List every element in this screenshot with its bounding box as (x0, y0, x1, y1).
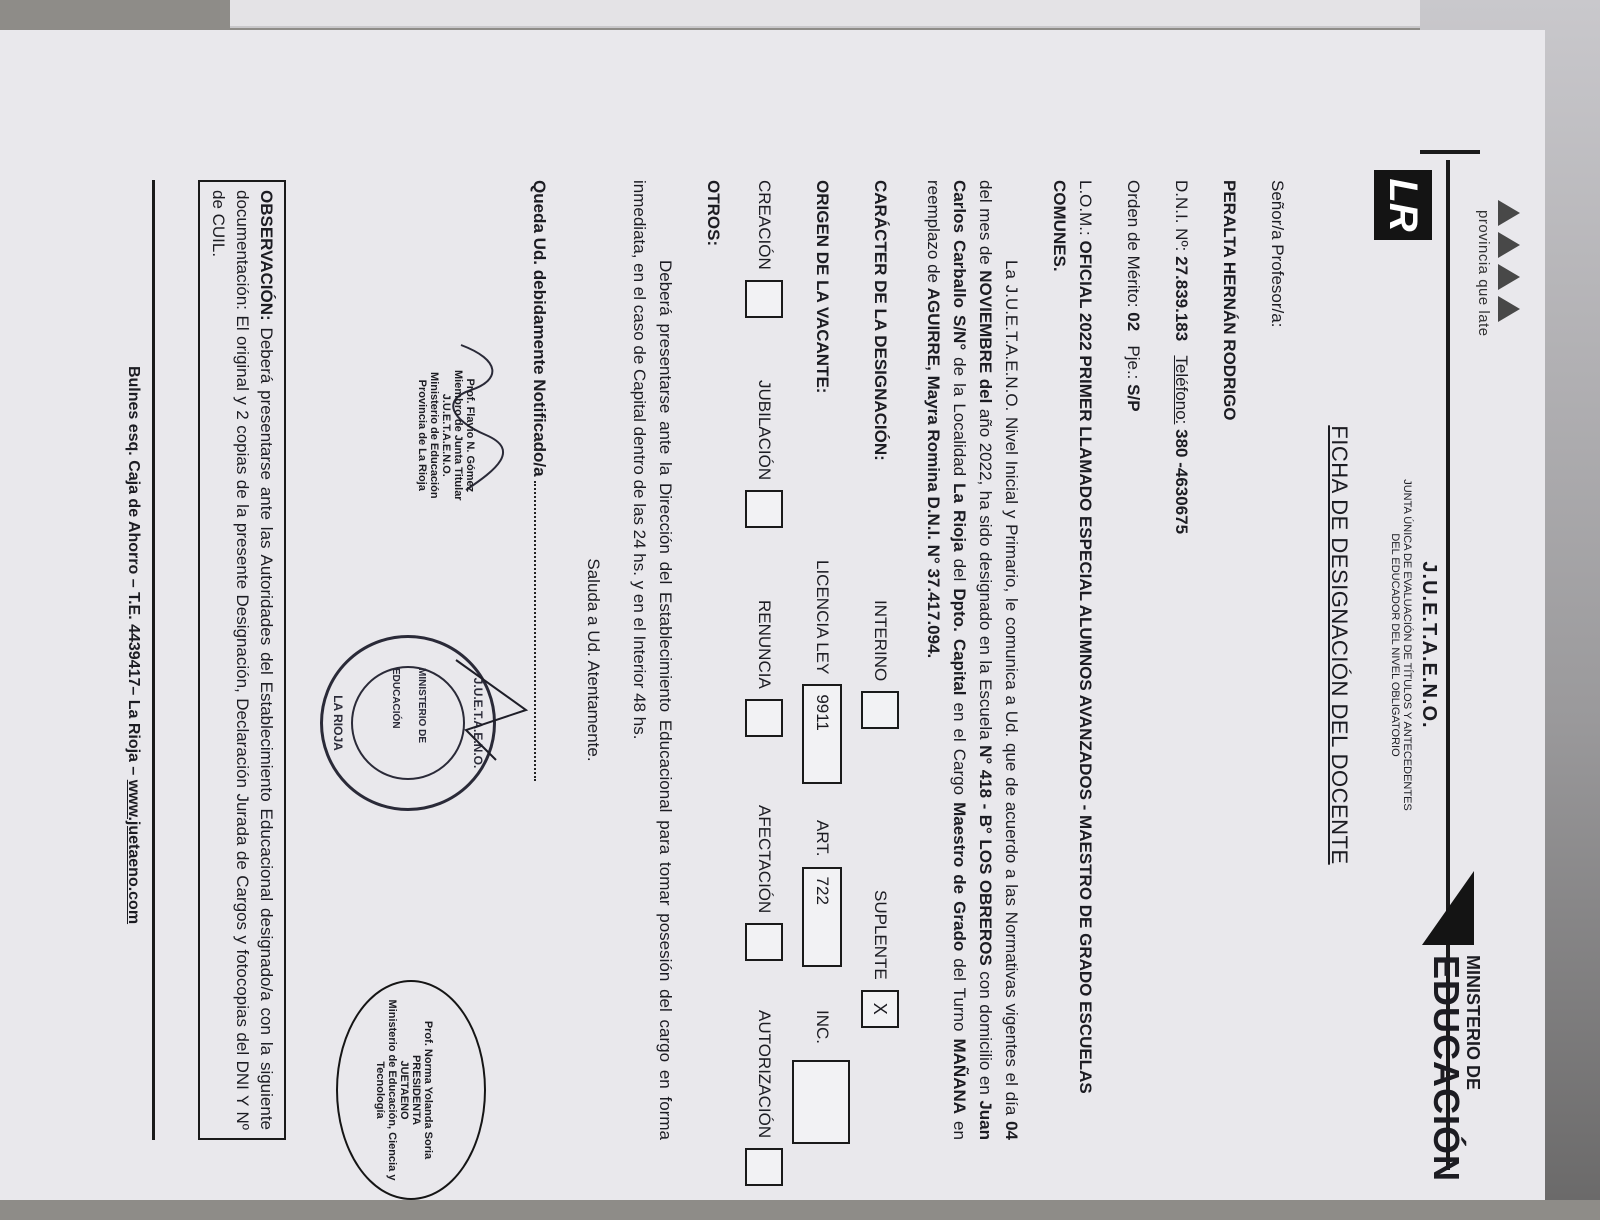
sig-left-role: J.U.E.T.A.E.N.O. (440, 393, 452, 477)
licencia-label: LICENCIA LEY (813, 560, 832, 675)
dni-row (1168, 180, 1194, 1140)
observation-label: OBSERVACIÓN: (257, 190, 276, 321)
autorizacion-label: AUTORIZACIÓN (755, 1010, 774, 1139)
art-field (802, 820, 842, 967)
autorizacion-checkbox[interactable] (745, 1148, 783, 1186)
sig-right-role: PRESIDENTA (410, 1054, 422, 1126)
art-label: ART. (813, 820, 832, 857)
renuncia-checkbox[interactable] (745, 699, 783, 737)
creacion-checkbox[interactable] (745, 280, 783, 318)
footer-divider (152, 180, 155, 1140)
inc-label: INC. (813, 1010, 832, 1044)
dni-value: 27.839.183 (1172, 256, 1191, 342)
otros-label: OTROS: (704, 180, 723, 247)
licencia-field (802, 560, 842, 784)
pje-label: Pje.: (1124, 345, 1143, 380)
creacion-label: CREACIÓN (755, 180, 774, 270)
para-text: año 2022, ha sido designado en la Escuela (976, 403, 995, 746)
para-text: en el Cargo (950, 695, 969, 803)
renuncia-option (745, 600, 783, 737)
afectacion-option (745, 805, 783, 961)
para-text: del mes de (976, 180, 995, 271)
agency-name-line1: JUNTA ÚNICA DE EVALUACIÓN DE TÍTULOS Y ANTECEDENTES (1401, 479, 1413, 811)
sig-left-role: Miembro de Junta Titular (452, 370, 464, 501)
interino-option (861, 600, 899, 729)
jubilacion-label: JUBILACIÓN (755, 380, 774, 481)
phone-label: Teléfono: (1172, 355, 1191, 425)
footer-website-link[interactable]: www.juetaeno.com (125, 779, 142, 925)
dni-label: D.N.I. Nº: (1172, 180, 1191, 252)
para-text: La J.U.E.T.A.E.N.O. Nivel Inicial y Primario, le comunica a Ud. que de acuerdo a las Normativas vigentes el día (1002, 260, 1021, 1122)
sig-right-role: JUETAENO (398, 1060, 410, 1120)
para-text: del Turno (950, 951, 969, 1039)
afectacion-checkbox[interactable] (745, 923, 783, 961)
renuncia-label: RENUNCIA (755, 600, 774, 689)
jubilacion-checkbox[interactable] (745, 490, 783, 528)
observation-text: Deberá presentarse ante las Autoridades del Establecimiento Educacional designado/a con la siguiente documentación: El original y 2 copias de la presente Designación, Declaración Jurada de Cargos y fotocopias del DNI Y Nº de CUIL. (209, 190, 276, 1130)
ministry-logo (1422, 871, 1482, 1182)
interino-checkbox[interactable] (861, 691, 899, 729)
signature-left-block (416, 370, 476, 501)
licencia-value-box[interactable]: 9911 (802, 684, 842, 784)
jubilacion-option (745, 380, 783, 528)
para-text: con domicilio en (976, 965, 995, 1101)
pje-value: S/P (1124, 384, 1143, 412)
ministry-triangle-icon (1422, 871, 1474, 945)
handwritten-notified-signature (436, 650, 536, 770)
footer (124, 70, 142, 1220)
seal-outer-text: J.U.E.T.A.E.N.O. (471, 677, 485, 769)
presentation-paragraph: Deberá presentarse ante la Dirección del Establecimiento Educacional para tomar posesión del cargo en forma inmediata, en el caso de Capital dentro de las 24 hs. y en el Interior 48 hs. (630, 180, 675, 1140)
origin-row (802, 180, 842, 1140)
closing-line: Saluda a Ud. Atentamente. (584, 558, 603, 762)
designation-day: 04 (1002, 1121, 1021, 1140)
shift: MAÑANA (950, 1038, 969, 1115)
lom-row (1046, 180, 1098, 1140)
province-logo-icon (1498, 200, 1520, 322)
notification-label: Queda Ud. debidamente Notificado/a (530, 180, 549, 477)
suplente-option (861, 890, 899, 1028)
merit-row (1120, 180, 1146, 1140)
lom-label: L.O.M.: (1076, 180, 1095, 236)
sig-right-role: Ministerio de Educación, Ciencia y Tecnología (374, 999, 398, 1181)
observation-box (198, 180, 286, 1140)
la-rioja-logo-icon: LR (1374, 170, 1432, 240)
character-label: CARÁCTER DE LA DESIGNACIÓN: (871, 180, 890, 461)
art-value-box[interactable]: 722 (802, 867, 842, 967)
sig-left-role: Ministerio de Educación (428, 372, 440, 499)
merit-value: 02 (1124, 312, 1143, 332)
autorizacion-option (745, 1010, 783, 1186)
creacion-option (745, 180, 783, 318)
vacancy-type-row (744, 180, 784, 1140)
ministry-line2: EDUCACIÓN (1426, 954, 1467, 1182)
school-name: N° 418 - B° LOS OBREROS (976, 745, 995, 966)
photo-top-strip (230, 0, 1460, 28)
replacement: AGUIRRE, Mayra Romina D.N.I. N° 37.417.094. (924, 287, 943, 659)
locality: La Rioja (950, 483, 969, 552)
merit-label: Orden de Mérito: (1124, 180, 1143, 308)
document-title: FICHA DE DESIGNACIÓN DEL DOCENTE (1327, 425, 1352, 865)
agency-acronym: J.U.E.T.A.E.N.O. (1418, 561, 1440, 729)
school-address: Juan Carlos Carballo S/N° (950, 180, 995, 1140)
designation-form (60, 70, 1540, 1220)
lom-value: OFICIAL 2022 PRIMER LLAMADO ESPECIAL ALUMNOS AVANZADOS - MAESTRO DE GRADO ESCUELAS COMUNES. (1050, 180, 1095, 1094)
para-text: en reemplazo de (924, 180, 969, 1140)
inc-value-box[interactable] (792, 1060, 850, 1144)
suplente-label: SUPLENTE (871, 890, 890, 980)
sig-left-role: Provincia de La Rioja (416, 379, 428, 491)
inc-field (809, 1010, 835, 1044)
para-text: del (950, 551, 969, 589)
teacher-name: PERALTA HERNÁN RODRIGO (1220, 180, 1239, 421)
document-body (198, 180, 1290, 1181)
seal-bottom-text: LA RIOJA (331, 695, 345, 751)
signature-right-block (336, 980, 486, 1200)
position: Maestro de Grado (950, 802, 969, 952)
footer-address: Bulnes esq. Caja de Ahorro – T.E. 4439417– La Rioja – (125, 365, 142, 780)
interino-label: INTERINO (871, 600, 890, 682)
sig-left-name: Prof. Flavio N. Gómez (464, 378, 476, 493)
salutation: Señor/a Profesor/a: (1268, 180, 1287, 328)
afectacion-label: AFECTACIÓN (755, 805, 774, 914)
designation-paragraph (920, 180, 1024, 1140)
signatures-area (316, 180, 516, 1181)
character-row (860, 180, 900, 1140)
paper-sheet (0, 30, 1545, 1200)
department: Dpto. Capital (950, 588, 969, 696)
agency-name-line2: DEL EDUCADOR DEL NIVEL OBLIGATORIO (1389, 533, 1401, 757)
origin-label: ORIGEN DE LA VACANTE: (813, 180, 832, 394)
phone-value: 380 -4630675 (1172, 429, 1191, 535)
designation-month: NOVIEMBRE del (976, 270, 995, 404)
ministry-line1: MINISTERIO DE (1463, 954, 1483, 1090)
province-tagline: provincia que late (1475, 210, 1492, 337)
seal-inner-text: MINISTERIO DE EDUCACIÓN (390, 668, 427, 744)
para-text: de la Localidad (950, 350, 969, 484)
suplente-checkbox[interactable]: X (861, 990, 899, 1028)
sig-right-name: Prof. Norma Yolanda Soria (422, 1020, 434, 1160)
